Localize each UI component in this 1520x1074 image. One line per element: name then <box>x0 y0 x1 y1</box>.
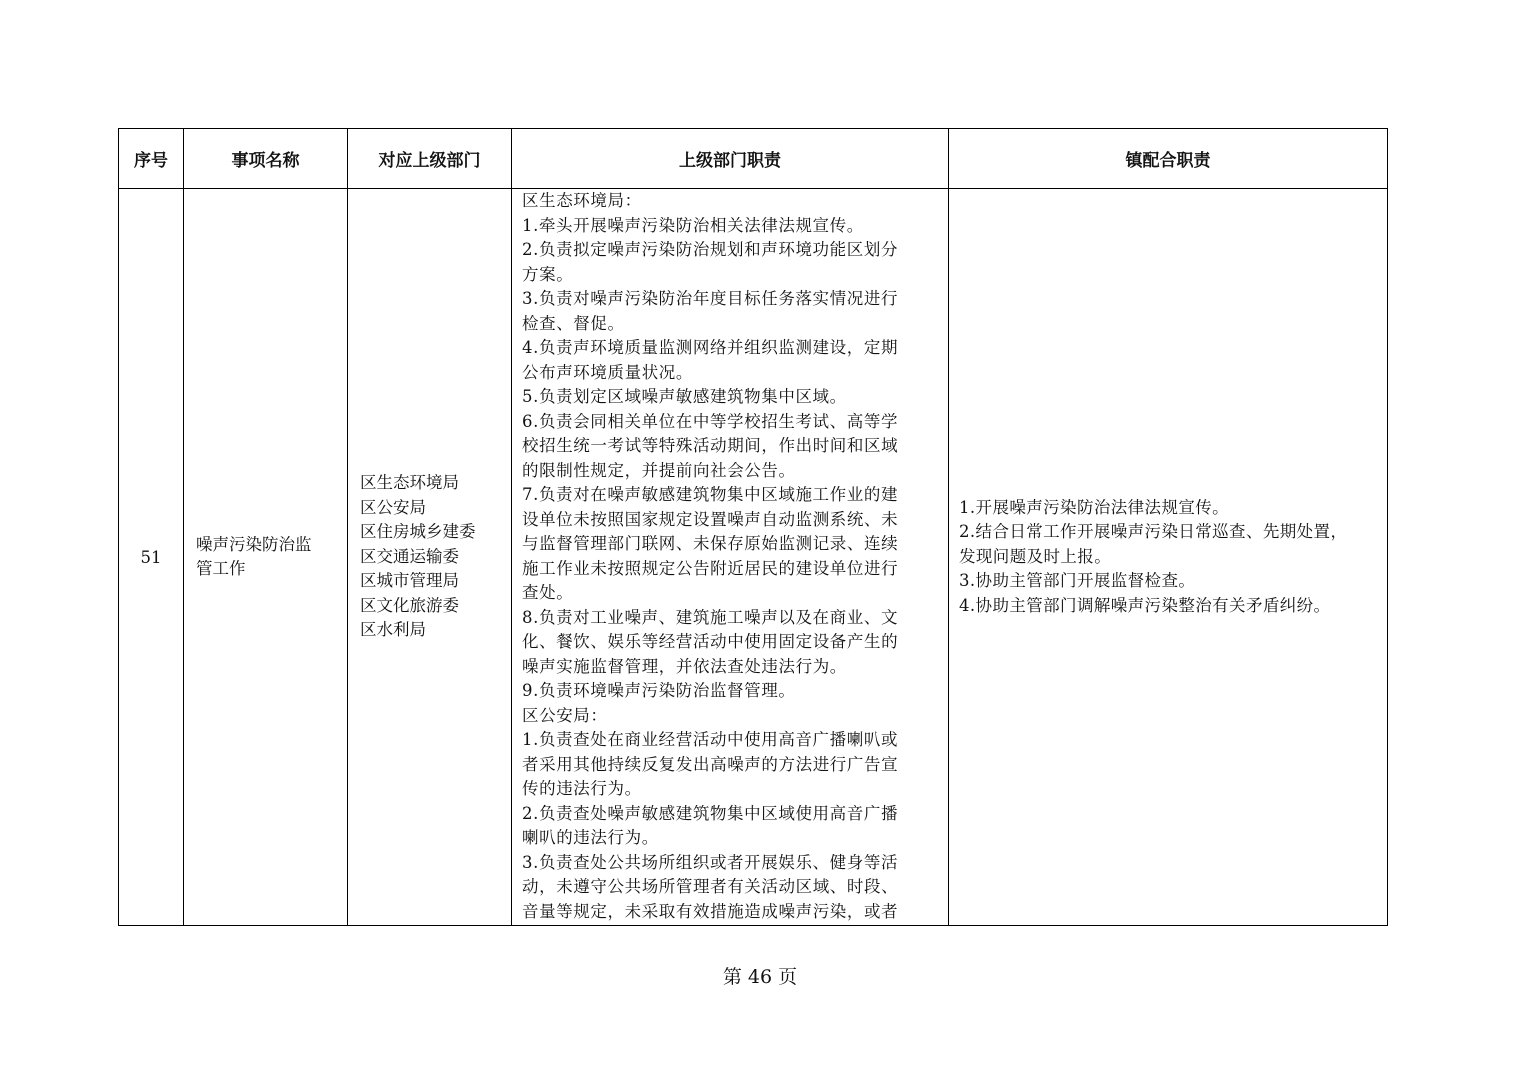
department-item: 区交通运输委 <box>360 546 459 566</box>
duty-line: 设单位未按照国家规定设置噪声自动监测系统、未 <box>522 509 899 529</box>
duty-line: 9.负责环境噪声污染防治监督管理。 <box>522 681 796 700</box>
duty-line: 者采用其他持续反复发出高噪声的方法进行广告宣 <box>522 754 899 774</box>
header-departments: 对应上级部门 <box>348 129 512 189</box>
duty-line: 3.负责查处公共场所组织或者开展娱乐、健身等活 <box>522 852 899 872</box>
duty-line: 喇叭的违法行为。 <box>522 828 659 847</box>
duty-line: 2.负责查处噪声敏感建筑物集中区域使用高音广播 <box>522 803 899 823</box>
department-item: 区文化旅游委 <box>360 595 459 615</box>
duty-line: 5.负责划定区域噪声敏感建筑物集中区域。 <box>522 387 847 406</box>
header-town-duties: 镇配合职责 <box>949 129 1388 189</box>
departments-cell <box>348 189 512 926</box>
page-number: 第 46 页 <box>722 966 798 988</box>
town-duty-line: 3.协助主管部门开展监督检查。 <box>959 571 1196 591</box>
duty-line: 的限制性规定，并提前向社会公告。 <box>522 460 796 480</box>
header-department-duties: 上级部门职责 <box>512 129 949 189</box>
duty-line: 8.负责对工业噪声、建筑施工噪声以及在商业、文 <box>522 607 899 627</box>
row-number: 51 <box>119 189 184 926</box>
duty-line: 方案。 <box>522 264 574 284</box>
duty-line: 传的违法行为。 <box>522 779 642 798</box>
department-duties-cell <box>512 189 949 926</box>
duty-line: 区生态环境局： <box>522 191 642 210</box>
duty-line: 3.负责对噪声污染防治年度目标任务落实情况进行 <box>522 289 899 308</box>
responsibility-table <box>118 128 1388 926</box>
town-duty-line: 4.协助主管部门调解噪声污染整治有关矛盾纠纷。 <box>959 595 1331 615</box>
table-header-row <box>119 129 1388 189</box>
header-item-name: 事项名称 <box>184 129 348 189</box>
duty-line: 校招生统一考试等特殊活动期间，作出时间和区域 <box>522 436 899 455</box>
duty-line: 1.牵头开展噪声污染防治相关法律法规宣传。 <box>522 215 864 235</box>
item-name-cell <box>184 189 348 926</box>
department-item: 区公安局 <box>360 497 426 517</box>
duty-line: 1.负责查处在商业经营活动中使用高音广播喇叭或 <box>522 730 899 749</box>
duty-line: 公布声环境质量状况。 <box>522 362 693 382</box>
duty-line: 区公安局： <box>522 705 608 725</box>
duty-line: 化、餐饮、娱乐等经营活动中使用固定设备产生的 <box>522 632 899 651</box>
item-name-line: 噪声污染防治监 <box>196 534 312 554</box>
duty-line: 检查、督促。 <box>522 313 625 333</box>
table-row <box>119 189 1388 926</box>
duty-line: 与监督管理部门联网、未保存原始监测记录、连续 <box>522 534 899 553</box>
duty-line: 7.负责对在噪声敏感建筑物集中区域施工作业的建 <box>522 485 899 504</box>
department-item: 区住房城乡建委 <box>360 522 476 542</box>
duty-line: 6.负责会同相关单位在中等学校招生考试、高等学 <box>522 411 899 431</box>
duty-line: 查处。 <box>522 583 574 602</box>
item-name-line: 管工作 <box>196 559 246 578</box>
duty-line: 4.负责声环境质量监测网络并组织监测建设，定期 <box>522 338 899 357</box>
duty-line: 音量等规定，未采取有效措施造成噪声污染，或者 <box>522 901 899 921</box>
department-item: 区城市管理局 <box>360 571 459 591</box>
duty-line: 2.负责拟定噪声污染防治规划和声环境功能区划分 <box>522 240 899 259</box>
town-duty-line: 发现问题及时上报。 <box>959 546 1112 566</box>
department-duties-text <box>522 189 940 925</box>
town-duty-line: 1.开展噪声污染防治法律法规宣传。 <box>959 497 1230 517</box>
department-item: 区生态环境局 <box>360 473 459 493</box>
duty-line: 噪声实施监督管理，并依法查处违法行为。 <box>522 656 847 676</box>
duty-line: 施工作业未按照规定公告附近居民的建设单位进行 <box>522 558 899 578</box>
town-duties-cell <box>949 189 1388 926</box>
header-number: 序号 <box>119 129 184 189</box>
department-item: 区水利局 <box>360 620 426 640</box>
duty-line: 动，未遵守公共场所管理者有关活动区域、时段、 <box>522 877 899 896</box>
town-duty-line: 2.结合日常工作开展噪声污染日常巡查、先期处置， <box>959 522 1348 542</box>
